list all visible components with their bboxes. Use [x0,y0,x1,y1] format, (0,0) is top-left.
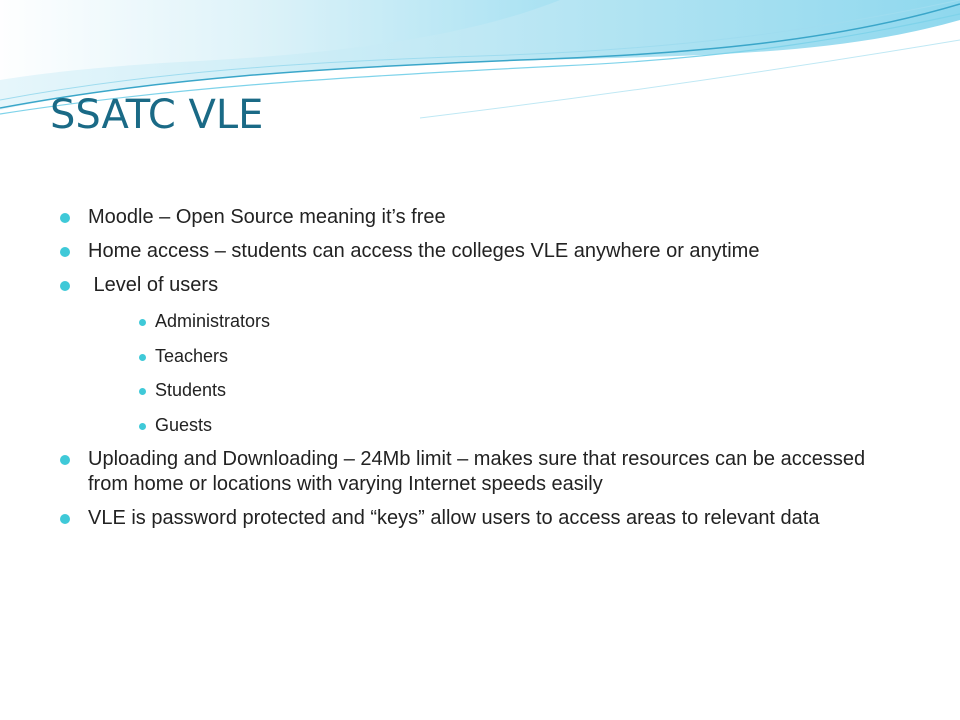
bullet-level-of-users: Level of users [60,273,900,298]
slide-title: SSATC VLE [50,92,264,138]
bullet-uploading: Uploading and Downloading – 24Mb limit – makes sure that resources can be accessed from home or locations with varying Internet speeds easily [60,447,900,497]
bullet-moodle: Moodle – Open Source meaning it’s free [60,205,900,230]
user-levels-list [60,309,900,437]
sub-bullet-teachers: Teachers [60,344,900,368]
bullet-home-access: Home access – students can access the colleges VLE anywhere or anytime [60,239,900,264]
bullet-list [60,205,900,540]
sub-bullet-administrators: Administrators [60,309,900,333]
sub-bullet-guests: Guests [60,413,900,437]
bullet-password: VLE is password protected and “keys” allow users to access areas to relevant data [60,506,900,531]
sub-bullet-students: Students [60,378,900,402]
